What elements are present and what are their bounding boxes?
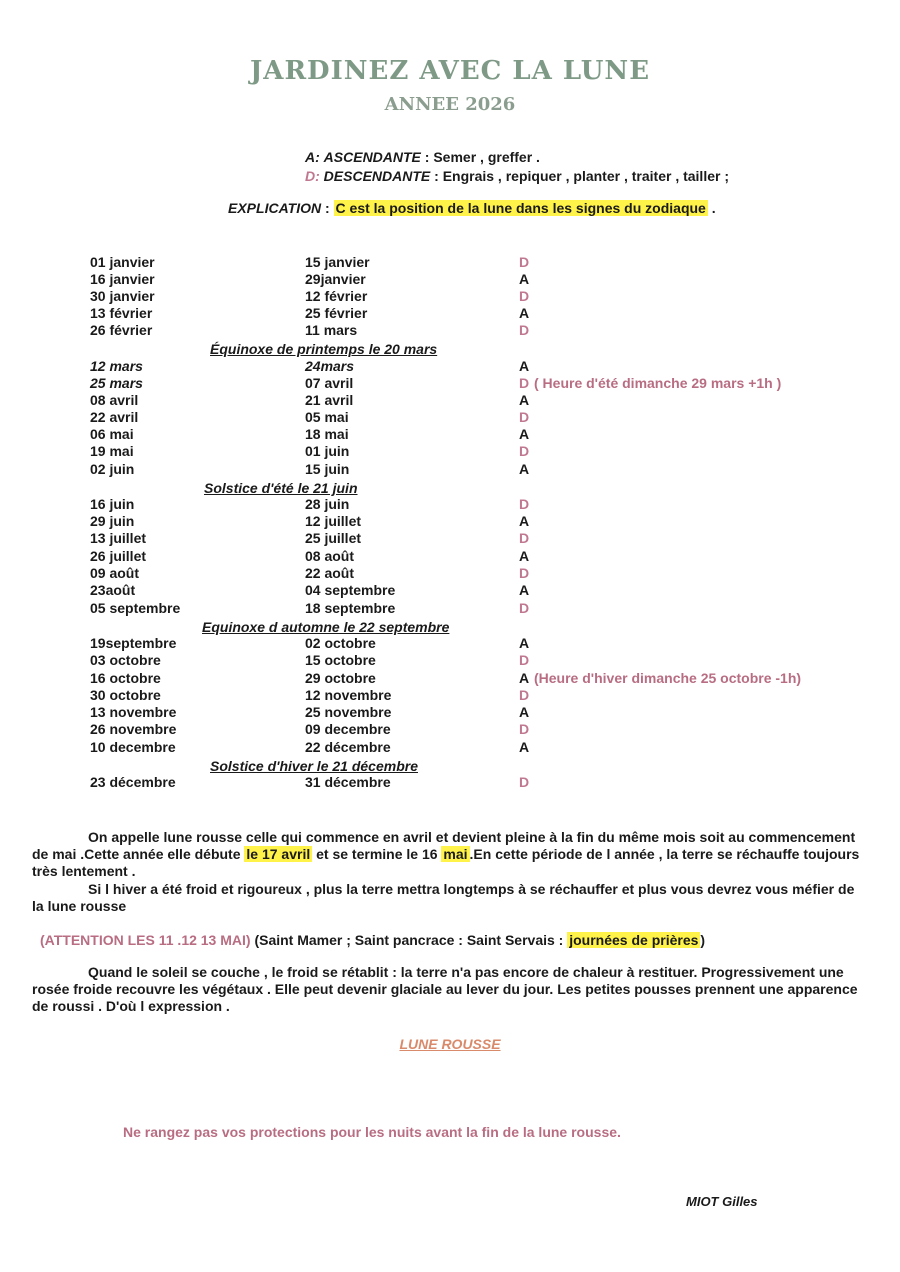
p3-text: Quand le soleil se couche , le froid se rétablit : la terre n'a pas encore de chaleur à restituer. Progressivement une rosée froide recouvre les végétaux . Elle peut devenir glaciale au lever du jour. Les petites pousses prennent une apparence de roussi . D'où l expression . xyxy=(32,964,858,1014)
table-row xyxy=(0,721,900,739)
row-end-date: 05 mai xyxy=(305,409,349,425)
row-start-date: 26 février xyxy=(90,322,153,338)
row-moon-code: A xyxy=(519,461,530,477)
row-moon-code: A xyxy=(519,358,530,374)
row-moon-code: D xyxy=(519,496,530,512)
row-moon-code: D xyxy=(519,375,530,391)
attention-end: ) xyxy=(700,932,706,948)
row-start-date: 26 juillet xyxy=(90,548,147,564)
row-start-date: 22 avril xyxy=(90,409,139,425)
row-note: ( Heure d'été dimanche 29 mars +1h ) xyxy=(534,375,782,391)
explication-end: . xyxy=(711,200,716,216)
table-row xyxy=(0,392,900,410)
row-end-date: 28 juin xyxy=(305,496,350,512)
p1-highlight-mai: mai xyxy=(443,846,468,862)
row-moon-code: D xyxy=(519,288,530,304)
row-start-date: 08 avril xyxy=(90,392,139,408)
explication-text: C est la position de la lune dans les signes du zodiaque xyxy=(335,200,706,216)
row-end-date: 31 décembre xyxy=(305,774,391,790)
table-row xyxy=(0,513,900,531)
table-row xyxy=(0,496,900,514)
separator-automne: Equinoxe d automne le 22 septembre xyxy=(202,619,450,635)
row-moon-code: D xyxy=(519,687,530,703)
row-note: (Heure d'hiver dimanche 25 octobre -1h) xyxy=(534,670,802,686)
legend-a-key: A: xyxy=(305,149,320,165)
row-moon-code: D xyxy=(519,652,530,668)
row-end-date: 02 octobre xyxy=(305,635,376,651)
explication xyxy=(228,200,716,216)
row-end-date: 24mars xyxy=(305,358,355,374)
row-end-date: 21 avril xyxy=(305,392,354,408)
table-row xyxy=(0,670,900,688)
row-moon-code: D xyxy=(519,443,530,459)
row-start-date: 13 février xyxy=(90,305,153,321)
row-moon-code: A xyxy=(519,635,530,651)
table-row xyxy=(0,548,900,566)
table-row xyxy=(0,739,900,757)
row-end-date: 11 mars xyxy=(305,322,358,338)
table-row xyxy=(0,426,900,444)
row-moon-code: A xyxy=(519,548,530,564)
table-row xyxy=(0,530,900,548)
p1-part2: et se termine le 16 xyxy=(316,846,438,862)
row-end-date: 15 octobre xyxy=(305,652,376,668)
table-row xyxy=(0,358,900,376)
explication-sep: : xyxy=(321,200,334,216)
table-row xyxy=(0,774,900,792)
row-start-date: 23 décembre xyxy=(90,774,176,790)
row-end-date: 18 mai xyxy=(305,426,349,442)
paragraph-soleil xyxy=(32,964,862,1015)
row-end-date: 29 octobre xyxy=(305,670,376,686)
table-row xyxy=(0,687,900,705)
attention-highlight: journées de prières xyxy=(569,932,699,948)
row-moon-code: A xyxy=(519,305,530,321)
row-start-date: 02 juin xyxy=(90,461,135,477)
row-end-date: 12 novembre xyxy=(305,687,392,703)
row-end-date: 04 septembre xyxy=(305,582,396,598)
p1-highlight-date: le 17 avril xyxy=(246,846,311,862)
row-start-date: 13 novembre xyxy=(90,704,177,720)
row-moon-code: A xyxy=(519,582,530,598)
row-end-date: 18 septembre xyxy=(305,600,396,616)
separator-hiver: Solstice d'hiver le 21 décembre xyxy=(210,758,418,774)
table-row xyxy=(0,443,900,461)
p1-part3: .En cette période de l année , la terre se réchauffe toujours très lentement . xyxy=(32,846,860,879)
paragraph-hiver xyxy=(32,881,862,915)
p1-part1: On appelle lune rousse celle qui commence en avril et devient pleine à la fin du même mois soit au commencement de mai .Cette année elle débute xyxy=(32,829,856,862)
row-moon-code: D xyxy=(519,774,530,790)
page-title: JARDINEZ AVEC LA LUNE xyxy=(249,56,651,86)
paragraph-lune-rousse xyxy=(32,829,862,880)
legend-d-text: : Engrais , repiquer , planter , traiter , tailler ; xyxy=(434,168,729,184)
legend-ascendante xyxy=(305,149,540,165)
row-start-date: 23août xyxy=(90,582,136,598)
table-row xyxy=(0,375,900,393)
row-moon-code: D xyxy=(519,721,530,737)
row-start-date: 01 janvier xyxy=(90,254,155,270)
row-start-date: 13 juillet xyxy=(90,530,147,546)
row-start-date: 16 octobre xyxy=(90,670,161,686)
protection-warning: Ne rangez pas vos protections pour les nuits avant la fin de la lune rousse. xyxy=(123,1124,621,1140)
row-start-date: 30 octobre xyxy=(90,687,161,703)
attention-line xyxy=(40,932,705,948)
row-end-date: 25 juillet xyxy=(305,530,362,546)
row-start-date: 25 mars xyxy=(90,375,143,391)
table-row xyxy=(0,271,900,289)
row-end-date: 15 janvier xyxy=(305,254,370,270)
row-end-date: 29janvier xyxy=(305,271,366,287)
table-row xyxy=(0,635,900,653)
row-start-date: 19 mai xyxy=(90,443,134,459)
row-end-date: 07 avril xyxy=(305,375,354,391)
attention-warning: (ATTENTION LES 11 .12 13 MAI) xyxy=(40,932,251,948)
row-end-date: 15 juin xyxy=(305,461,350,477)
row-start-date: 30 janvier xyxy=(90,288,155,304)
legend-d-key: D: xyxy=(305,168,320,184)
table-row xyxy=(0,652,900,670)
row-start-date: 19septembre xyxy=(90,635,177,651)
table-row xyxy=(0,409,900,427)
row-moon-code: D xyxy=(519,530,530,546)
lune-rousse-heading: LUNE ROUSSE xyxy=(399,1036,501,1052)
row-moon-code: A xyxy=(519,739,530,755)
row-moon-code: A xyxy=(519,426,530,442)
row-moon-code: A xyxy=(519,670,530,686)
row-moon-code: A xyxy=(519,704,530,720)
row-end-date: 01 juin xyxy=(305,443,350,459)
separator-ete: Solstice d'été le 21 juin xyxy=(204,480,358,496)
row-end-date: 25 novembre xyxy=(305,704,392,720)
p2-text: Si l hiver a été froid et rigoureux , plus la terre mettra longtemps à se réchauffer et plus vous devrez vous méfier de la lune rousse xyxy=(32,881,855,914)
table-row xyxy=(0,582,900,600)
row-start-date: 09 août xyxy=(90,565,140,581)
legend-a-label: ASCENDANTE xyxy=(323,149,421,165)
table-row xyxy=(0,322,900,340)
legend-a-text: : Semer , greffer . xyxy=(424,149,540,165)
explication-label: EXPLICATION xyxy=(228,200,322,216)
row-start-date: 16 juin xyxy=(90,496,135,512)
row-start-date: 29 juin xyxy=(90,513,135,529)
row-end-date: 25 février xyxy=(305,305,368,321)
table-row xyxy=(0,305,900,323)
row-moon-code: A xyxy=(519,271,530,287)
separator-printemps: Équinoxe de printemps le 20 mars xyxy=(210,341,438,357)
row-start-date: 16 janvier xyxy=(90,271,155,287)
row-start-date: 05 septembre xyxy=(90,600,181,616)
row-end-date: 09 decembre xyxy=(305,721,391,737)
table-row xyxy=(0,288,900,306)
row-moon-code: D xyxy=(519,565,530,581)
row-end-date: 08 août xyxy=(305,548,355,564)
row-end-date: 12 juillet xyxy=(305,513,362,529)
row-end-date: 22 décembre xyxy=(305,739,391,755)
signature: MIOT Gilles xyxy=(686,1194,758,1209)
row-moon-code: D xyxy=(519,409,530,425)
page-subtitle: ANNEE 2026 xyxy=(384,94,516,115)
row-start-date: 12 mars xyxy=(90,358,143,374)
row-start-date: 03 octobre xyxy=(90,652,161,668)
table-row xyxy=(0,565,900,583)
row-end-date: 22 août xyxy=(305,565,355,581)
row-start-date: 26 novembre xyxy=(90,721,177,737)
table-row xyxy=(0,461,900,479)
table-row xyxy=(0,254,900,272)
table-row xyxy=(0,600,900,618)
legend-d-label: DESCENDANTE xyxy=(323,168,431,184)
row-start-date: 06 mai xyxy=(90,426,134,442)
attention-saints: (Saint Mamer ; Saint pancrace : Saint Servais : xyxy=(254,932,564,948)
row-start-date: 10 decembre xyxy=(90,739,176,755)
row-moon-code: D xyxy=(519,322,530,338)
row-moon-code: D xyxy=(519,600,530,616)
row-moon-code: A xyxy=(519,392,530,408)
table-row xyxy=(0,704,900,722)
row-end-date: 12 février xyxy=(305,288,368,304)
row-moon-code: A xyxy=(519,513,530,529)
row-moon-code: D xyxy=(519,254,530,270)
legend-descendante xyxy=(305,168,729,184)
